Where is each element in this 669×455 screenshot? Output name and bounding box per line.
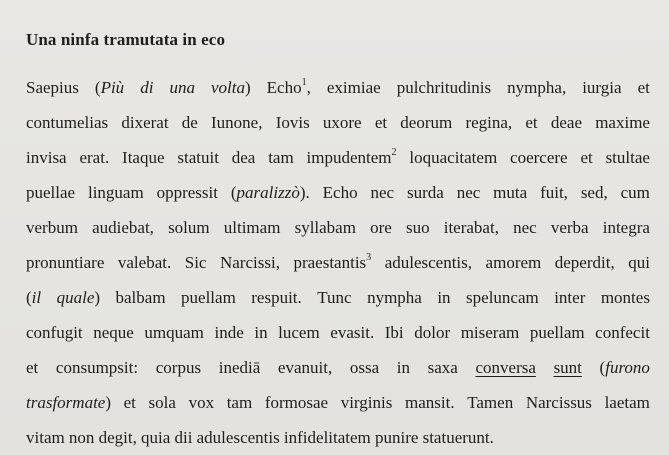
word: Sic: [184, 253, 207, 272]
paragraph-line: [26, 315, 650, 350]
footnote-marker: 3: [366, 252, 372, 264]
word: in: [437, 288, 451, 307]
word: et: [525, 113, 538, 132]
word: evanuit,: [277, 358, 333, 377]
word: vox: [188, 393, 215, 412]
word: sunt: [553, 358, 582, 377]
word: stultae: [605, 148, 650, 167]
word: de: [181, 113, 198, 132]
word: audiebat,: [92, 218, 154, 237]
word: verba: [550, 218, 589, 237]
word: puellae: [26, 183, 76, 202]
word: quia: [141, 428, 171, 447]
word: non: [68, 428, 95, 447]
word: Itaque: [122, 148, 165, 167]
word: suo: [405, 218, 430, 237]
word: amorem: [485, 253, 542, 272]
word: quale): [56, 288, 101, 307]
word: valebat.: [117, 253, 172, 272]
word: sed,: [580, 183, 608, 202]
word: oppressit: [156, 183, 218, 202]
word: et: [374, 113, 388, 132]
word: degit,: [98, 428, 137, 447]
word: iurgia: [582, 78, 622, 97]
word: verbum: [26, 218, 78, 237]
word: saxa: [427, 358, 458, 377]
word: tam: [268, 148, 294, 167]
word: et: [580, 148, 593, 167]
word: et: [637, 78, 650, 97]
word: Narcissus: [525, 393, 592, 412]
word: statuerunt.: [422, 428, 494, 447]
word: Echo$^1$,: [266, 77, 311, 97]
word: surda: [406, 183, 444, 202]
word: virginis: [340, 393, 393, 412]
word: regina,: [465, 113, 513, 132]
word: laetam: [604, 393, 650, 412]
word: Echo: [322, 183, 358, 202]
paragraph-line: [26, 175, 650, 210]
word: puellam: [529, 323, 585, 342]
word: tam: [226, 393, 253, 412]
word: ossa: [349, 358, 380, 377]
word: Tunc: [317, 288, 352, 307]
paragraph-line: [26, 210, 650, 245]
word: deae: [550, 113, 582, 132]
word: qui: [628, 253, 650, 272]
word: solum: [168, 218, 210, 237]
word: ultimam: [223, 218, 281, 237]
word: mansit.: [404, 393, 455, 412]
word: neque: [93, 323, 134, 342]
word: sola: [148, 393, 176, 412]
word: Tamen: [467, 393, 514, 412]
paragraph-line: [26, 245, 650, 280]
word: ore: [370, 218, 392, 237]
word: nympha: [367, 288, 422, 307]
word: cum: [620, 183, 650, 202]
word: erat.: [79, 148, 110, 167]
word: lucem: [278, 323, 320, 342]
word: inediā: [218, 358, 261, 377]
word: Saepius: [26, 78, 79, 97]
word: corpus: [155, 358, 202, 377]
word: (Più: [94, 78, 125, 97]
word: Iunone,: [211, 113, 263, 132]
footnote-marker: 2: [391, 147, 397, 159]
word: una: [169, 78, 195, 97]
paragraph-line: [26, 385, 650, 420]
word: muta: [493, 183, 528, 202]
word: Narcissi,: [219, 253, 280, 272]
word: evasit.: [330, 323, 375, 342]
word: inde: [214, 323, 244, 342]
word: syllabam: [294, 218, 356, 237]
word: adulescentis: [196, 428, 280, 447]
footnote-marker: 1: [301, 77, 307, 89]
word: respuit.: [251, 288, 302, 307]
word: nec: [456, 183, 481, 202]
word: coercere: [510, 148, 568, 167]
word: confugit: [26, 323, 83, 342]
word: vitam: [26, 428, 65, 447]
word: et: [123, 393, 136, 412]
word: et: [26, 358, 39, 377]
paragraph-line: [26, 350, 650, 385]
word: puellam: [181, 288, 236, 307]
word: impudentem$^2$: [306, 147, 397, 167]
word: di: [140, 78, 154, 97]
word: fuit,: [540, 183, 568, 202]
word: Ibi: [384, 323, 404, 342]
word: (furono: [599, 358, 650, 377]
paragraph-line: [26, 70, 650, 105]
word: praestantis$^3$: [293, 252, 372, 272]
word: volta): [210, 78, 251, 97]
word: (il: [26, 288, 42, 307]
word: loquacitatem: [409, 148, 498, 167]
word: deperdit,: [554, 253, 615, 272]
word: dea: [231, 148, 256, 167]
word: iterabat,: [443, 218, 499, 237]
word: eximiae: [326, 78, 381, 97]
word: conversa: [475, 358, 536, 377]
word: infidelitatem: [283, 428, 371, 447]
word: in: [254, 323, 268, 342]
word: dixerat: [121, 113, 169, 132]
word: dolor: [414, 323, 451, 342]
word: nec: [370, 183, 395, 202]
word: consumpsit:: [55, 358, 139, 377]
word: Iovis: [275, 113, 310, 132]
word: nympha,: [507, 78, 567, 97]
word: nec: [513, 218, 537, 237]
word: pronuntiare: [26, 253, 105, 272]
word: confecit: [595, 323, 650, 342]
word: uxore: [322, 113, 362, 132]
paragraph: [26, 70, 650, 455]
word: trasformate): [26, 393, 112, 412]
word: integra: [602, 218, 650, 237]
word: montes: [600, 288, 650, 307]
word: speluncam: [466, 288, 539, 307]
paragraph-line: [26, 140, 650, 175]
word: miseram: [460, 323, 520, 342]
word: pulchritudinis: [396, 78, 492, 97]
word: balbam: [115, 288, 166, 307]
word: punire: [374, 428, 419, 447]
word: inter: [554, 288, 586, 307]
word: in: [396, 358, 410, 377]
paragraph-line: [26, 420, 650, 455]
word: contumelias: [26, 113, 109, 132]
word: (paralizzò).: [230, 183, 310, 202]
paragraph-line: [26, 280, 650, 315]
word: maxime: [595, 113, 650, 132]
word: statuit: [177, 148, 219, 167]
word: invisa: [26, 148, 67, 167]
page-title: Una ninfa tramutata in eco: [26, 30, 226, 49]
word: umquam: [144, 323, 204, 342]
paragraph-line: [26, 105, 650, 140]
word: dii: [174, 428, 193, 447]
word: linguam: [87, 183, 144, 202]
word: deorum: [400, 113, 453, 132]
word: adulescentis,: [384, 253, 473, 272]
word: formosae: [264, 393, 329, 412]
